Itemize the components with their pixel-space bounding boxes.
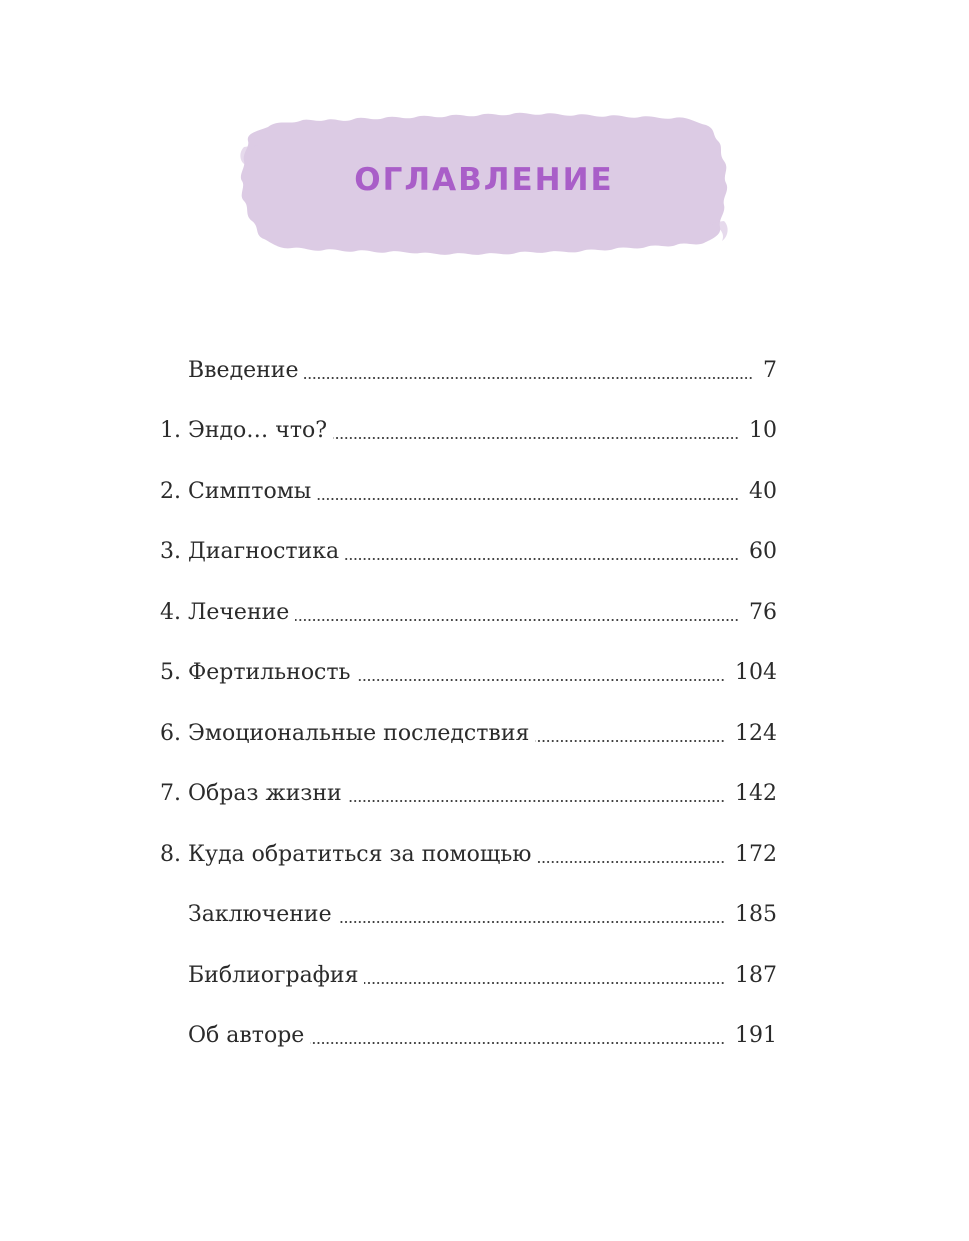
toc-leader-dots (338, 921, 725, 923)
toc-entry-title: Заключение (188, 901, 338, 929)
toc-entry-number: 5. (160, 660, 181, 685)
toc-entry[interactable] (160, 352, 777, 388)
toc-entry-title: Эмоциональные последствия (188, 720, 535, 748)
toc-entry-title: Библиография (188, 962, 364, 990)
toc-entry-page: 142 (735, 781, 777, 806)
toc-leader-dots (295, 619, 739, 621)
toc-leader-dots (317, 498, 739, 500)
toc-entry-number: 8. (160, 842, 181, 867)
toc-entry[interactable] (160, 1017, 777, 1053)
toc-entry[interactable] (160, 473, 777, 509)
toc-leader-dots (535, 740, 725, 742)
toc-entry-title: Симптомы (188, 478, 317, 506)
toc-leader-dots (304, 377, 753, 379)
toc-entry-page: 104 (735, 660, 777, 685)
toc-entry-title: Введение (188, 357, 304, 385)
toc-entry-title: Диагностика (188, 538, 345, 566)
toc-entry-page: 172 (735, 842, 777, 867)
toc-entry[interactable] (160, 715, 777, 751)
toc-entry-page: 40 (749, 479, 777, 504)
toc-heading: ОГЛАВЛЕНИЕ (354, 162, 614, 198)
toc-entry[interactable] (160, 533, 777, 569)
toc-entry[interactable] (160, 957, 777, 993)
toc-entry[interactable] (160, 775, 777, 811)
toc-entry-title: Эндо… что? (188, 417, 333, 445)
toc-entry[interactable] (160, 896, 777, 932)
toc-leader-dots (348, 800, 725, 802)
toc-entry-title: Фертильность (188, 659, 357, 687)
toc-entry-number: 2. (160, 479, 181, 504)
toc-entry-page: 76 (749, 600, 777, 625)
toc-entry-page: 124 (735, 721, 777, 746)
toc-leader-dots (333, 437, 739, 439)
toc-entry-number: 7. (160, 781, 181, 806)
toc-entry-title: Куда обратиться за помощью (188, 841, 537, 869)
toc-entry-page: 187 (735, 963, 777, 988)
toc-entry-title: Лечение (188, 599, 295, 627)
toc-entry[interactable] (160, 594, 777, 630)
toc-entry-page: 185 (735, 902, 777, 927)
toc-leader-dots (357, 679, 725, 681)
toc-entry[interactable] (160, 412, 777, 448)
toc-leader-dots (310, 1042, 725, 1044)
toc-entry-page: 7 (763, 358, 777, 383)
toc-entry[interactable] (160, 836, 777, 872)
toc-entry-number: 6. (160, 721, 181, 746)
toc-entry[interactable] (160, 654, 777, 690)
toc-entry-page: 191 (735, 1023, 777, 1048)
toc-entry-title: Об авторе (188, 1022, 310, 1050)
toc-leader-dots (537, 861, 725, 863)
toc-entry-number: 1. (160, 418, 181, 443)
toc-entry-page: 60 (749, 539, 777, 564)
toc-entry-page: 10 (749, 418, 777, 443)
toc-entry-number: 3. (160, 539, 181, 564)
toc-entry-number: 4. (160, 600, 181, 625)
toc-leader-dots (364, 982, 725, 984)
toc-leader-dots (345, 558, 739, 560)
toc-entry-title: Образ жизни (188, 780, 348, 808)
